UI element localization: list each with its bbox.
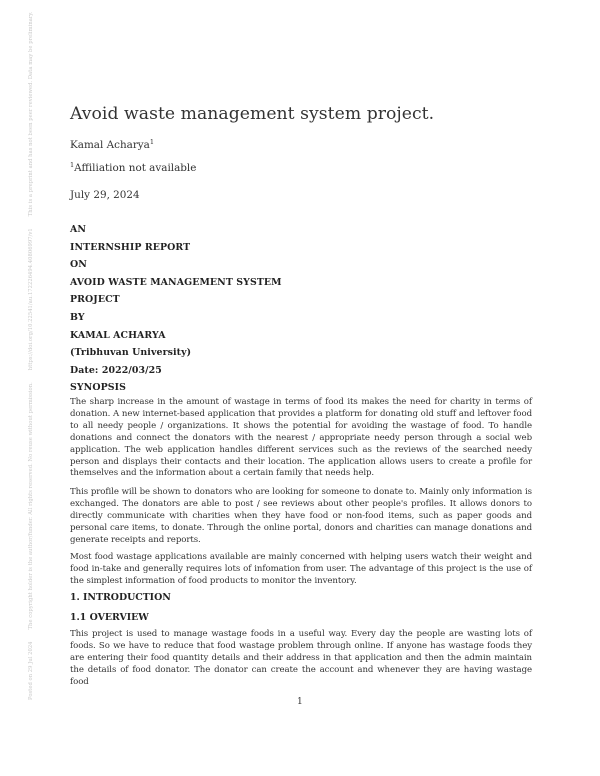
posted-date: Posted on 29 Jul 2024 <box>28 641 34 700</box>
overview-paragraph: This project is used to manage wastage foods in a useful way. Every day the people are wasting lots of foods. So we have to reduce that food wastage problem through online. If anyone has wastage foods they are entering their food quantity details and their address in that application and then the admin maintain the details of food donator. The donator can create the account and whenever they are having wastage food <box>70 629 532 687</box>
page-number: 1 <box>297 697 303 707</box>
author-line <box>70 139 154 151</box>
author-affiliation-marker: 1 <box>149 138 155 146</box>
synopsis-paragraph: Most food wastage applications available are mainly concerned with helping users watch their weight and food in-take and generally requires lots of infomation from user. The advantage of this project is the use of the simplest information of food products to monitor the inventory. <box>70 552 532 586</box>
overview-heading: 1.1 OVERVIEW <box>70 612 149 623</box>
cover-headings <box>70 224 282 400</box>
synopsis-heading: SYNOPSIS <box>70 382 126 394</box>
introduction-heading: 1. INTRODUCTION <box>70 592 171 603</box>
cover-line: INTERNSHIP REPORT <box>70 241 191 253</box>
affiliation-line <box>70 162 196 174</box>
cover-line: AN <box>70 224 87 235</box>
cover-line: BY <box>70 311 85 323</box>
preprint-notice: This is a preprint and has not been peer reviewed. Data may be preliminary. <box>28 11 34 217</box>
doi-link[interactable]: https://doi.org/10.22541/au.172226494.40806997/v1 <box>28 228 34 371</box>
cover-line: ON <box>70 259 87 271</box>
publication-date: July 29, 2024 <box>70 189 140 201</box>
cover-line: (Tribhuvan University) <box>70 347 192 359</box>
cover-line: Date: 2022/03/25 <box>70 364 162 376</box>
copyright-notice: The copyright holder is the author/funder. All rights reserved. No reuse without permission. <box>28 382 34 630</box>
affiliation-marker: 1 <box>70 161 75 169</box>
paper-title: Avoid waste management system project. <box>70 104 435 124</box>
synopsis-paragraph: This profile will be shown to donators who are looking for someone to donate to. Mainly only information is exchanged. The donators are able to post / see reviews about other people's profiles. It allows donors to directly communicate with charities when they have food or non-food items, such as paper goods and personal care items, to donate. Through the online portal, donors and charities can manage donations and generate receipts and reports. <box>70 487 532 545</box>
cover-line: AVOID WASTE MANAGEMENT SYSTEM <box>70 276 282 288</box>
preprint-sidebar <box>28 11 34 700</box>
author-name: Kamal Acharya <box>70 139 150 151</box>
affiliation-text: Affiliation not available <box>74 162 197 174</box>
cover-line: PROJECT <box>70 294 120 306</box>
cover-line: KAMAL ACHARYA <box>70 329 166 341</box>
synopsis-paragraph: The sharp increase in the amount of wastage in terms of food its makes the need for charity in terms of donation. A new internet-based application that provides a platform for donating old stuff and leftover food to all needy people / organizations. It shows the potential for avoiding the wastage of food. To handle donations and connect the donators with the nearest / appropriate needy person through a social web application. The web application handles different services such as the reviews of the searched needy person and displays their contacts and their location. The application allows users to create a profile for themselves and the information about a certain family that needs help. <box>70 397 532 479</box>
